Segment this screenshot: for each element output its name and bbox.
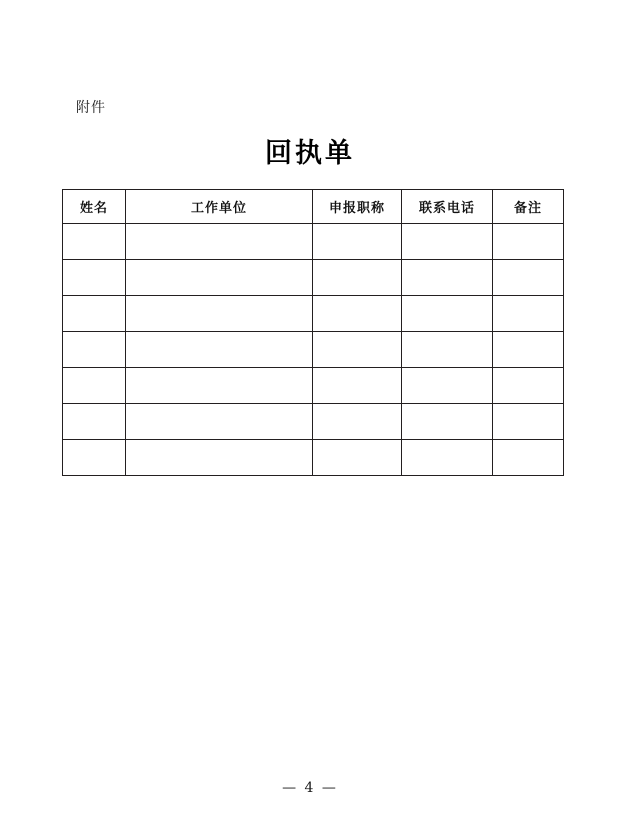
cell-phone[interactable] <box>402 368 493 404</box>
cell-applied-title[interactable] <box>313 332 402 368</box>
column-header-name: 姓名 <box>63 190 126 224</box>
cell-phone[interactable] <box>402 224 493 260</box>
table-row <box>63 296 564 332</box>
cell-name[interactable] <box>63 296 126 332</box>
column-header-phone: 联系电话 <box>402 190 493 224</box>
cell-remark[interactable] <box>493 368 564 404</box>
cell-remark[interactable] <box>493 440 564 476</box>
cell-remark[interactable] <box>493 260 564 296</box>
cell-phone[interactable] <box>402 260 493 296</box>
column-header-remark: 备注 <box>493 190 564 224</box>
cell-work-unit[interactable] <box>126 440 313 476</box>
cell-work-unit[interactable] <box>126 260 313 296</box>
cell-applied-title[interactable] <box>313 260 402 296</box>
cell-work-unit[interactable] <box>126 224 313 260</box>
cell-phone[interactable] <box>402 296 493 332</box>
cell-work-unit[interactable] <box>126 404 313 440</box>
cell-name[interactable] <box>63 224 126 260</box>
table-header-row <box>63 190 564 224</box>
cell-work-unit[interactable] <box>126 296 313 332</box>
cell-applied-title[interactable] <box>313 404 402 440</box>
cell-remark[interactable] <box>493 404 564 440</box>
table-row <box>63 404 564 440</box>
page-title: 回执单 <box>265 138 355 169</box>
column-header-applied-title: 申报职称 <box>313 190 402 224</box>
receipt-table <box>62 189 564 476</box>
cell-name[interactable] <box>63 404 126 440</box>
page-number: — 4 — <box>282 780 338 796</box>
table-row <box>63 224 564 260</box>
cell-phone[interactable] <box>402 404 493 440</box>
table-row <box>63 368 564 404</box>
cell-remark[interactable] <box>493 296 564 332</box>
cell-work-unit[interactable] <box>126 368 313 404</box>
table-row <box>63 440 564 476</box>
column-header-work-unit: 工作单位 <box>126 190 313 224</box>
cell-name[interactable] <box>63 260 126 296</box>
cell-applied-title[interactable] <box>313 296 402 332</box>
cell-name[interactable] <box>63 440 126 476</box>
cell-remark[interactable] <box>493 224 564 260</box>
cell-name[interactable] <box>63 368 126 404</box>
cell-work-unit[interactable] <box>126 332 313 368</box>
cell-applied-title[interactable] <box>313 440 402 476</box>
cell-phone[interactable] <box>402 440 493 476</box>
table-row <box>63 260 564 296</box>
cell-remark[interactable] <box>493 332 564 368</box>
cell-applied-title[interactable] <box>313 224 402 260</box>
attachment-label: 附件 <box>76 100 106 116</box>
cell-phone[interactable] <box>402 332 493 368</box>
cell-name[interactable] <box>63 332 126 368</box>
cell-applied-title[interactable] <box>313 368 402 404</box>
table-row <box>63 332 564 368</box>
